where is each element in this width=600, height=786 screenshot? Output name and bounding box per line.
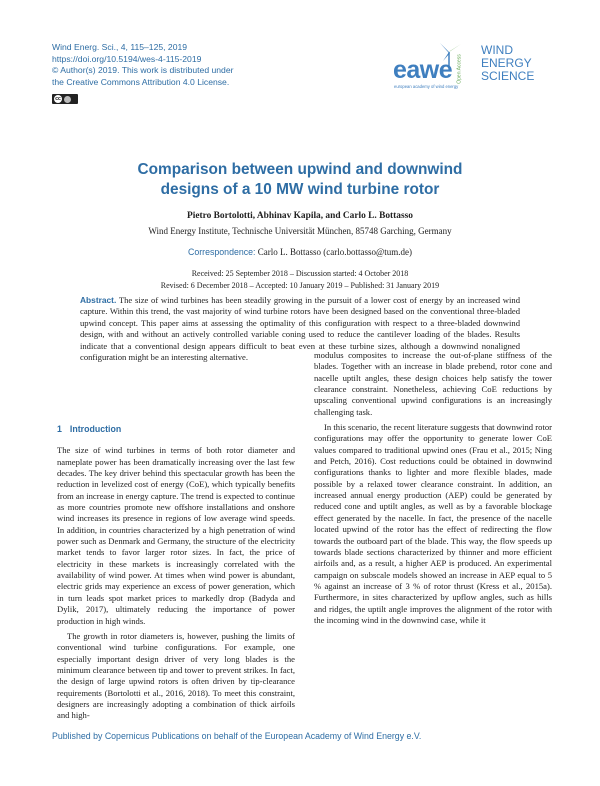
cc-badge-label: cc: [55, 96, 61, 102]
cc-license-icon[interactable]: [52, 94, 78, 104]
section-number: 1: [57, 424, 62, 434]
correspondence-label: Correspondence:: [188, 247, 256, 257]
body-column-right: [314, 350, 552, 630]
doi-link[interactable]: https://doi.org/10.5194/wes-4-115-2019: [52, 53, 202, 64]
open-access-label: Open Access: [456, 54, 463, 84]
copyright-notice: © Author(s) 2019. This work is distributed under: [52, 65, 234, 76]
body-column-left: [57, 424, 295, 726]
by-person-icon: [64, 96, 71, 103]
paragraph: The growth in rotor diameters is, however, pushing the limits of conventional wind turbine configurations. For example, one especially important design driver of very long blades is the minimum clearance between tip and tower to prevent strikes. In fact, the design of large upwind rotors is often driven by tip-clearance requirements (Bortolotti et al., 2016, 2018). To meet this constraint, designers are increasingly adopting a combination of thick airfoils and high-: [57, 630, 295, 721]
eawe-tagline: european academy of wind energy: [394, 84, 459, 89]
paragraph: In this scenario, the recent literature suggests that downwind rotor configurations may offer the opportunity to generate lower CoE values compared to traditional upwind ones (Frau et al., 2015; Ning and Petch, 2016). Cost reductions could be obtained in downwind configurations thanks to lighter and more flexible blades, made possible by a relaxed tower clearance constraint. In addition, an increased annual energy production (AEP) could be generated by reduced cone and uptilt angles, as well as by a favorable blockage effect generated by the nacelle. In fact, the presence of the nacelle located upwind of the rotor has the effect of redirecting the flow towards the outboard part of the blade. This way, the flow speeds up towards blade sections characterized by thinner and more efficient airfoils and, as a result, a higher AEP is produced. An experimental campaign on subscale models showed an increase in AEP equal to 5 % against an increase of 3 % of rotor thrust (Kress et al., 2015a). Furthermore, in sites characterized by upflow angles, such as hills and ridges, the uptilt angle improves the alignment of the rotor with the incoming wind in the downwind case, while it: [314, 422, 552, 625]
license-link[interactable]: the Creative Commons Attribution 4.0 License.: [52, 76, 230, 87]
publication-dates: Received: 25 September 2018 – Discussion started: 4 October 2018 Revised: 6 December 2018 – Accepted: 10 January 2019 – Published: 31 January 2019: [160, 269, 440, 290]
eawe-wordmark: eawe: [393, 56, 453, 84]
abstract-text: The size of wind turbines has been steadily growing in the pursuit of a lower cost of energy by an increased wind capture. Within this trend, the vast majority of wind turbine rotors have been designed based on the conventional three-bladed upwind concept. This paper aims at assessing the optimality of this configuration with respect to a three-bladed downwind design, with and without an actively controlled variable coning used to reduce the cantilever loading of the blades. Results indicate that a conventional design appears difficult to beat even at these turbine sizes, although a downwind nonaligned configuration might be an interesting alternative.: [80, 295, 520, 363]
section-heading: [57, 424, 295, 435]
affiliation: Wind Energy Institute, Technische Universität München, 85748 Garching, Germany: [148, 226, 452, 236]
publisher-footer: Published by Copernicus Publications on behalf of the European Academy of Wind Energy e.V.: [52, 731, 422, 741]
author-list: Pietro Bortolotti, Abhinav Kapila, and Carlo L. Bottasso: [187, 211, 413, 221]
correspondence-contact[interactable]: Carlo L. Bottasso (carlo.bottasso@tum.de): [257, 247, 412, 257]
citation-block: [52, 42, 352, 88]
correspondence: [80, 247, 520, 257]
journal-logo[interactable]: [393, 40, 553, 100]
section-title: Introduction: [69, 424, 122, 434]
paragraph: modulus composites to increase the out-of-plane stiffness of the blades. Together with an increase in blade prebend, rotor cone and nacelle uptilt angles, these design choices help satisfy the tower clearance constraint. Nonetheless, achieving CoE reductions by upscaling conventional upwind configurations is an increasingly challenging task.: [314, 350, 552, 417]
journal-citation: Wind Energ. Sci., 4, 115–125, 2019: [52, 42, 188, 52]
article-title: Comparison between upwind and downwind designs of a 10 MW wind turbine rotor: [137, 161, 463, 198]
abstract-label: Abstract.: [80, 295, 117, 305]
journal-name: WIND ENERGY SCIENCE: [481, 43, 535, 83]
paragraph: The size of wind turbines in terms of both rotor diameter and nameplate power has been dramatically increasing over the last few decades. The key driver behind this spectacular growth has been the reduction in levelized cost of energy (CoE), which typically benefits from an increase in energy capture. The trend is expected to continue as more countries promote new offshore installations and onshore wind increases its presence in regions of low average wind speeds. In addition, in countries characterized by a high penetration of wind power such as Denmark and Germany, the structure of the electricity market tends to favor larger rotor sizes. In fact, the price of electricity in these markets is increasingly correlated with the availability of wind power. At times when wind power is abundant, electric grids may experience an excess of power generation, which in turn leads spot market prices to markedly drop (Badyda and Dylik, 2017), ultimately reducing the importance of power production in high winds.: [57, 445, 295, 626]
